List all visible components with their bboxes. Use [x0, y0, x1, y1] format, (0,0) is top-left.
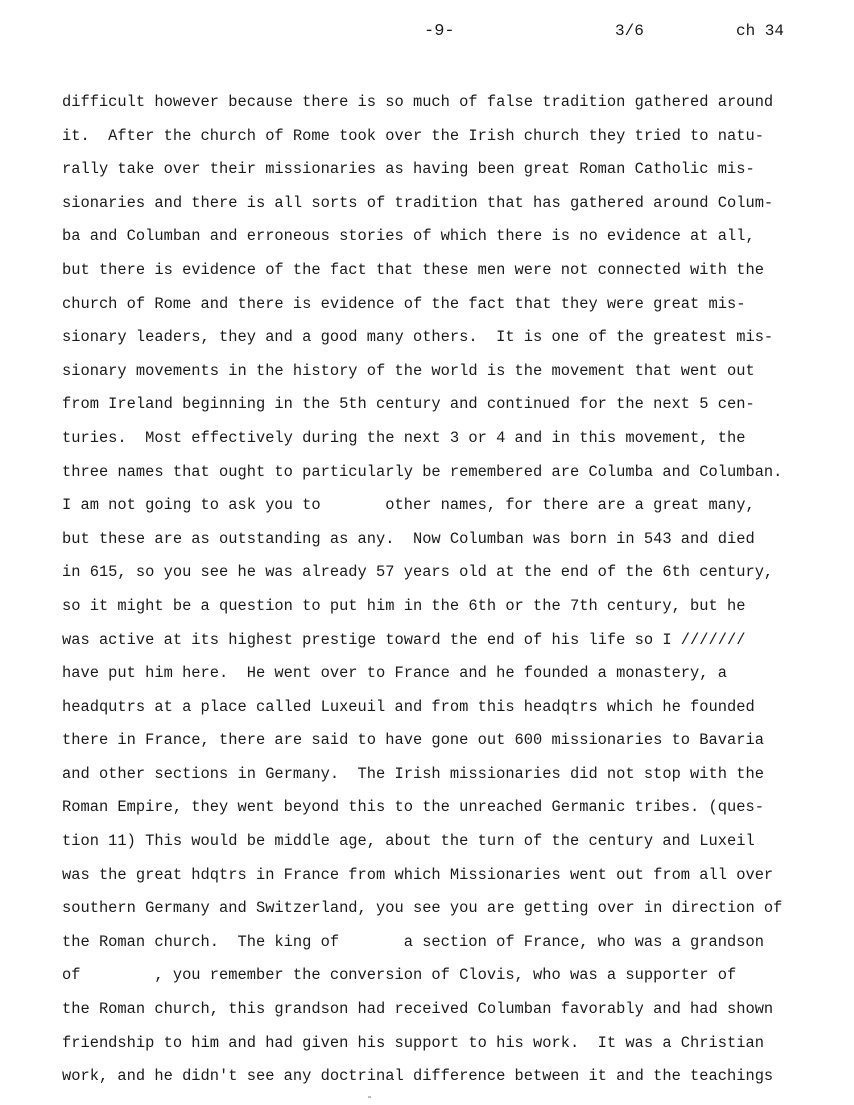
text-line: friendship to him and had given his support to his work. It was a Christian [62, 1033, 764, 1052]
text-line: I am not going to ask you to other names, for there are a great many, [62, 496, 755, 515]
text-line: sionary leaders, they and a good many others. It is one of the greatest mis- [62, 328, 774, 347]
text-line: was active at its highest prestige toward the end of his life so I /////// [62, 630, 746, 649]
text-line: headqutrs at a place called Luxeuil and from this headqtrs which he founded [62, 697, 755, 716]
text-line: the Roman church, this grandson had received Columban favorably and had shown [62, 1000, 774, 1019]
text-line: church of Rome and there is evidence of the fact that they were great mis- [62, 294, 746, 313]
body-text [62, 88, 842, 1096]
text-line: but there is evidence of the fact that these men were not connected with the [62, 260, 764, 279]
text-line: three names that ought to particularly be remembered are Columba and Columban. [62, 462, 783, 481]
chapter-label: ch 34 [736, 22, 785, 40]
text-line: was the great hdqtrs in France from which Missionaries went out from all over [62, 865, 774, 884]
text-line: it. After the church of Rome took over the Irish church they tried to natu- [62, 126, 764, 145]
text-line: difficult however because there is so much of false tradition gathered around [62, 93, 774, 111]
text-line: ba and Columban and erroneous stories of which there is no evidence at all, [62, 227, 755, 246]
text-line: but these are as outstanding as any. Now Columban was born in 543 and died [62, 529, 755, 548]
page-number: -9- [424, 22, 455, 41]
text-line: sionary movements in the history of the world is the movement that went out [62, 361, 755, 380]
text-line: have put him here. He went over to France and he founded a monastery, a [62, 664, 727, 683]
text-line: southern Germany and Switzerland, you see you are getting over in direction of [62, 899, 783, 918]
text-line: work, and he didn't see any doctrinal difference between it and the teachings [62, 1067, 774, 1086]
text-line: tion 11) This would be middle age, about the turn of the century and Luxeil [62, 832, 755, 851]
text-line: in 615, so you see he was already 57 years old at the end of the 6th century, [62, 563, 774, 582]
text-line: so it might be a question to put him in the 6th or the 7th century, but he [62, 596, 746, 615]
text-line: the Roman church. The king of a section of France, who was a grandson [62, 932, 764, 951]
page-header [0, 18, 854, 48]
text-line: there in France, there are said to have gone out 600 missionaries to Bavaria [62, 731, 764, 750]
section-reference: 3/6 [615, 22, 644, 40]
text-line: rally take over their missionaries as having been great Roman Catholic mis- [62, 160, 755, 179]
text-line: of , you remember the conversion of Clovis, who was a supporter of [62, 966, 737, 985]
text-line: and other sections in Germany. The Irish missionaries did not stop with the [62, 764, 764, 783]
text-line: Roman Empire, they went beyond this to the unreached Germanic tribes. (ques- [62, 798, 764, 817]
text-line: from Ireland beginning in the 5th century and continued for the next 5 cen- [62, 395, 755, 414]
text-line: turies. Most effectively during the next 3 or 4 and in this movement, the [62, 428, 746, 447]
scan-artifact [368, 1096, 371, 1098]
text-line: sionaries and there is all sorts of tradition that has gathered around Colum- [62, 193, 774, 212]
